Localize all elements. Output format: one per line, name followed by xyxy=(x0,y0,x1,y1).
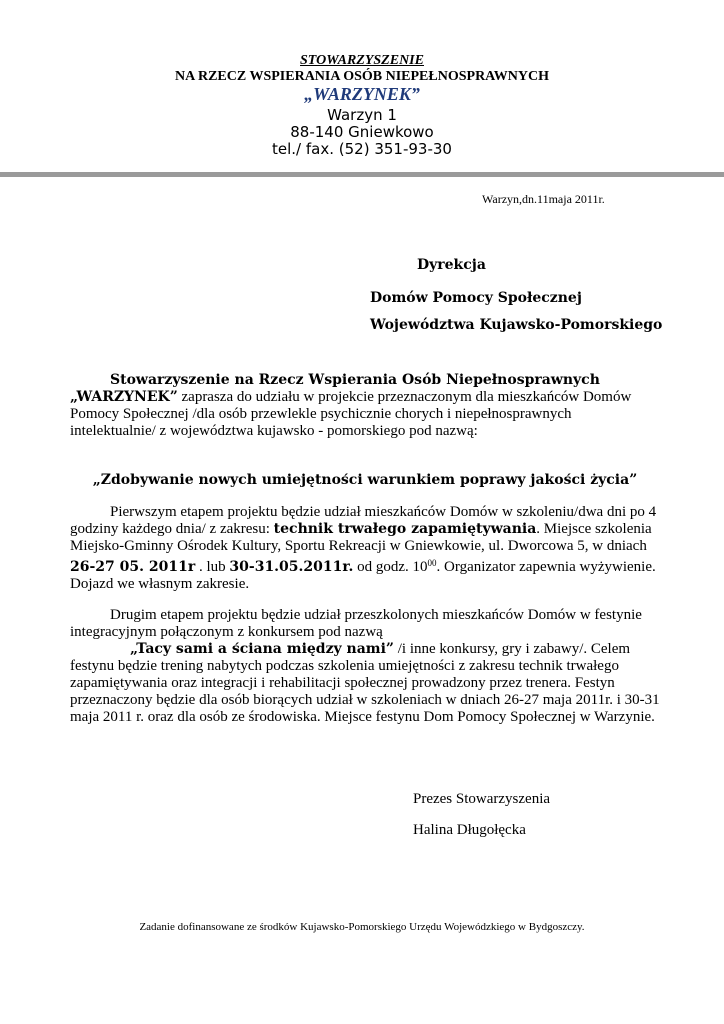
stage-one-text-d: od godz. 10 xyxy=(353,559,428,575)
header-divider xyxy=(0,172,724,177)
project-title-line xyxy=(70,472,660,489)
training-topic: technik trwałego zapamiętywania xyxy=(273,521,537,537)
letter-date: Warzyn,dn.11maja 2011r. xyxy=(482,192,605,206)
org-name: „WARZYNEK” xyxy=(304,84,420,104)
paragraph-stage-two xyxy=(70,607,660,726)
org-name-bold: Stowarzyszenie na Rzecz Wspierania Osób Niepełnosprawnych xyxy=(110,372,600,388)
stage-one-text-c: . lub xyxy=(195,559,230,575)
project-title: „Zdobywanie nowych umiejętności warunkiem poprawy jakości życia” xyxy=(92,472,638,488)
paragraph-stage-one xyxy=(70,504,660,593)
signature-title: Prezes Stowarzyszenia xyxy=(413,791,551,807)
recipient-line-2: Domów Pomocy Społecznej xyxy=(370,290,582,306)
invitation-text: zaprasza do udziału w projekcie przeznaczonym dla mieszkańców Domów Pomocy Społecznej /dla osób przewlekle psychicznie chorych i niepełnosprawnych intelektualnie/ z województwa kujawsko - pomorskiego pod nazwą: xyxy=(70,389,632,439)
signature-name: Halina Długołęcka xyxy=(413,822,526,838)
training-date-2: 30-31.05.2011r. xyxy=(229,559,354,575)
funding-footer: Zadanie dofinansowane ze środków Kujawsko-Pomorskiego Urzędu Wojewódzkiego w Bydgoszczy. xyxy=(139,921,585,933)
recipient-line-3: Województwa Kujawsko-Pomorskiego xyxy=(370,317,663,333)
recipient-line-1: Dyrekcja xyxy=(417,257,486,273)
festival-title: „Tacy sami a ściana między nami” xyxy=(130,641,394,657)
paragraph-invitation xyxy=(70,372,660,440)
address-line-1: Warzyn 1 xyxy=(327,106,397,124)
stage-two-text-b: /i inne konkursy, gry i zabawy/. Celem festynu będzie trening nabytych podczas szkolenia umiejętności z zakresu technik trwałego zapamiętywania oraz integracji i rehabilitacji społecznej prowadzony przez trenera. Festyn przeznaczony będzie dla osób biorących udział w szkoleniach w dniach 26-27 maja 2011r. i 30-31 maja 2011 r. oraz dla osób ze środowiska. Miejsce festynu Dom Pomocy Społecznej w Warzynie. xyxy=(70,641,660,725)
stage-one-text-b: . Miejsce szkolenia Miejsko-Gminny Ośrodek Kultury, Sportu Rekreacji w Gniewkowie, ul. Dworcowa 5, w dniach xyxy=(70,521,652,554)
training-date-1: 26-27 05. 2011r xyxy=(70,559,196,575)
stage-one-text-e: . Organizator zapewnia wyżywienie. Dojazd we własnym zakresie. xyxy=(70,559,656,592)
org-line-2: NA RZECZ WSPIERANIA OSÓB NIEPEŁNOSPRAWNYCH xyxy=(175,69,549,84)
stage-two-text-a: Drugim etapem projektu będzie udział przeszkolonych mieszkańców Domów w festynie integracyjnym połączonym z konkursem pod nazwą xyxy=(70,607,642,640)
phone-line: tel./ fax. (52) 351-93-30 xyxy=(272,140,452,158)
org-line-1: STOWARZYSZENIE xyxy=(300,53,424,68)
time-superscript: 00 xyxy=(427,558,437,568)
stage-one-text-a: Pierwszym etapem projektu będzie udział mieszkańców Domów w szkoleniu/dwa dni po 4 godziny każdego dnia/ z zakresu: xyxy=(70,504,657,537)
org-short-name-bold: „WARZYNEK” xyxy=(70,389,178,405)
address-line-2: 88-140 Gniewkowo xyxy=(290,123,434,141)
